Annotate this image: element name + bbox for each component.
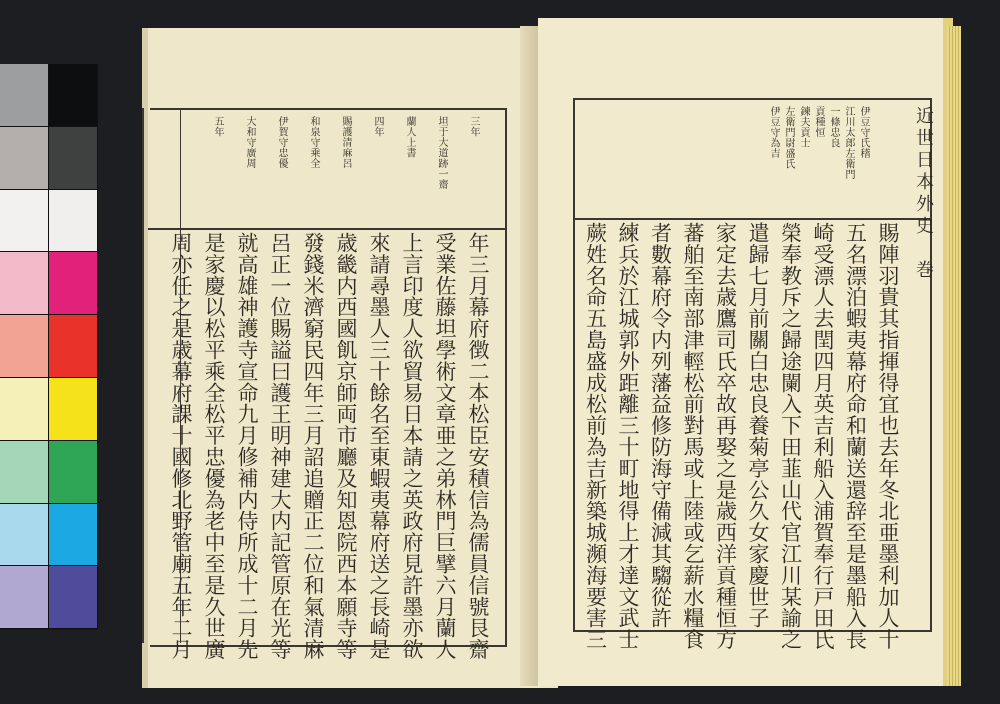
color-swatch [49,315,98,378]
color-swatch [0,252,49,315]
text-column: 蕨姓名命五島盛成松前為吉新築城瀕海要害三 [583,222,608,650]
right-page-header-notes [573,98,932,220]
header-note: 江川太郎左衛門 [843,106,854,180]
chapter-title-strip: 近世日本外史 巻 [913,106,934,282]
text-column: 呂正一位賜謚曰護王明神建大内記管原在光等 [268,232,292,660]
header-note: 伊豆守為吉 [768,106,779,159]
text-column: 練兵於江城郭外距離三十町地得上才達文武士 [616,222,640,650]
text-column: 周亦任之是歳幕府課十國修北野管廟五年二月 [169,232,193,660]
color-swatch [0,378,49,441]
color-swatch [49,64,98,127]
text-column: 蕃舶至南部津輕松前對馬或上陸或乞薪水糧食 [681,222,705,650]
text-column: 上言印度人欲貿易日本請之英政府見許墨亦欲 [400,232,424,660]
header-note: 三年 [468,116,479,137]
color-calibration-card [0,64,98,630]
color-swatch [49,441,98,504]
color-swatch [0,190,49,253]
header-note: 蘭人上書 [404,116,415,158]
color-swatch [49,378,98,441]
text-column: 是家慶以松平乘全松平忠優為老中至是久世廣 [202,232,226,660]
page-edges [947,26,961,686]
header-note: 和泉守乘全 [308,116,319,169]
color-swatch [49,504,98,567]
color-swatch [49,566,98,629]
text-column: 就高雄神護寺宣命九月修補内侍所成十二月先 [235,232,259,660]
text-column: 遣歸七月前關白忠良養菊亭公久女家慶世子 [746,222,770,629]
left-page-header-notes [148,108,505,230]
color-swatch [49,190,98,253]
color-swatch [0,441,49,504]
text-column: 者數幕府令内列藩益修防海守備減其騶從許 [648,222,673,629]
color-swatch [0,127,49,190]
header-note: 左衛門尉盛氏 [783,106,794,169]
header-note: 伊賀守忠優 [276,116,287,169]
text-column: 歳畿内西國飢京師両市廳及知恩院西本願寺等 [334,232,358,660]
header-note: 坦于大道跡一齋 [436,116,447,190]
header-note: 貢種恒 [813,106,824,138]
color-swatch [0,504,49,567]
text-column: 榮奉教斥之歸途闌入下田韮山代官江川某諭之 [778,222,803,650]
header-note: 伊豆守氏𥡴 [858,106,869,159]
color-swatch [49,252,98,315]
color-swatch [49,127,98,190]
color-swatch [0,315,49,378]
color-swatch [0,566,49,629]
right-page [538,18,943,686]
text-column: 崎受漂人去閏四月英吉利船入浦賀奉行戸田氏 [811,222,835,650]
text-column: 賜陣羽貴其指揮得宜也去年冬北亜墨利加人十 [876,222,900,650]
text-column: 年三月幕府徴二本松臣安積信為儒員信號艮齋 [466,232,490,660]
header-note: 四年 [372,116,383,137]
left-page [148,28,558,688]
text-column: 發錢米濟窮民四年三月詔追贈正二位和氣清麻 [301,232,325,660]
text-column: 五名漂泊蝦夷幕府命和蘭送還辞至是墨船入長 [843,222,868,650]
open-book [118,18,960,694]
header-note: 五年 [212,116,223,137]
header-note: 鍊夫貢士 [798,106,809,148]
header-note: 賜護清麻呂 [340,116,351,169]
header-note: 一條忠良 [828,106,839,148]
header-note: 大和守廣周 [244,116,255,169]
text-column: 來請尋墨人三十餘名至東蝦夷幕府送之長崎是 [367,232,391,660]
color-swatch [0,64,49,127]
text-column: 受業佐藤坦學術文章亜之弟林門巨擘六月蘭人 [433,232,457,660]
text-column: 家定去歳鷹司氏卒故再娶之是歳西洋貢種恒方 [713,222,738,650]
